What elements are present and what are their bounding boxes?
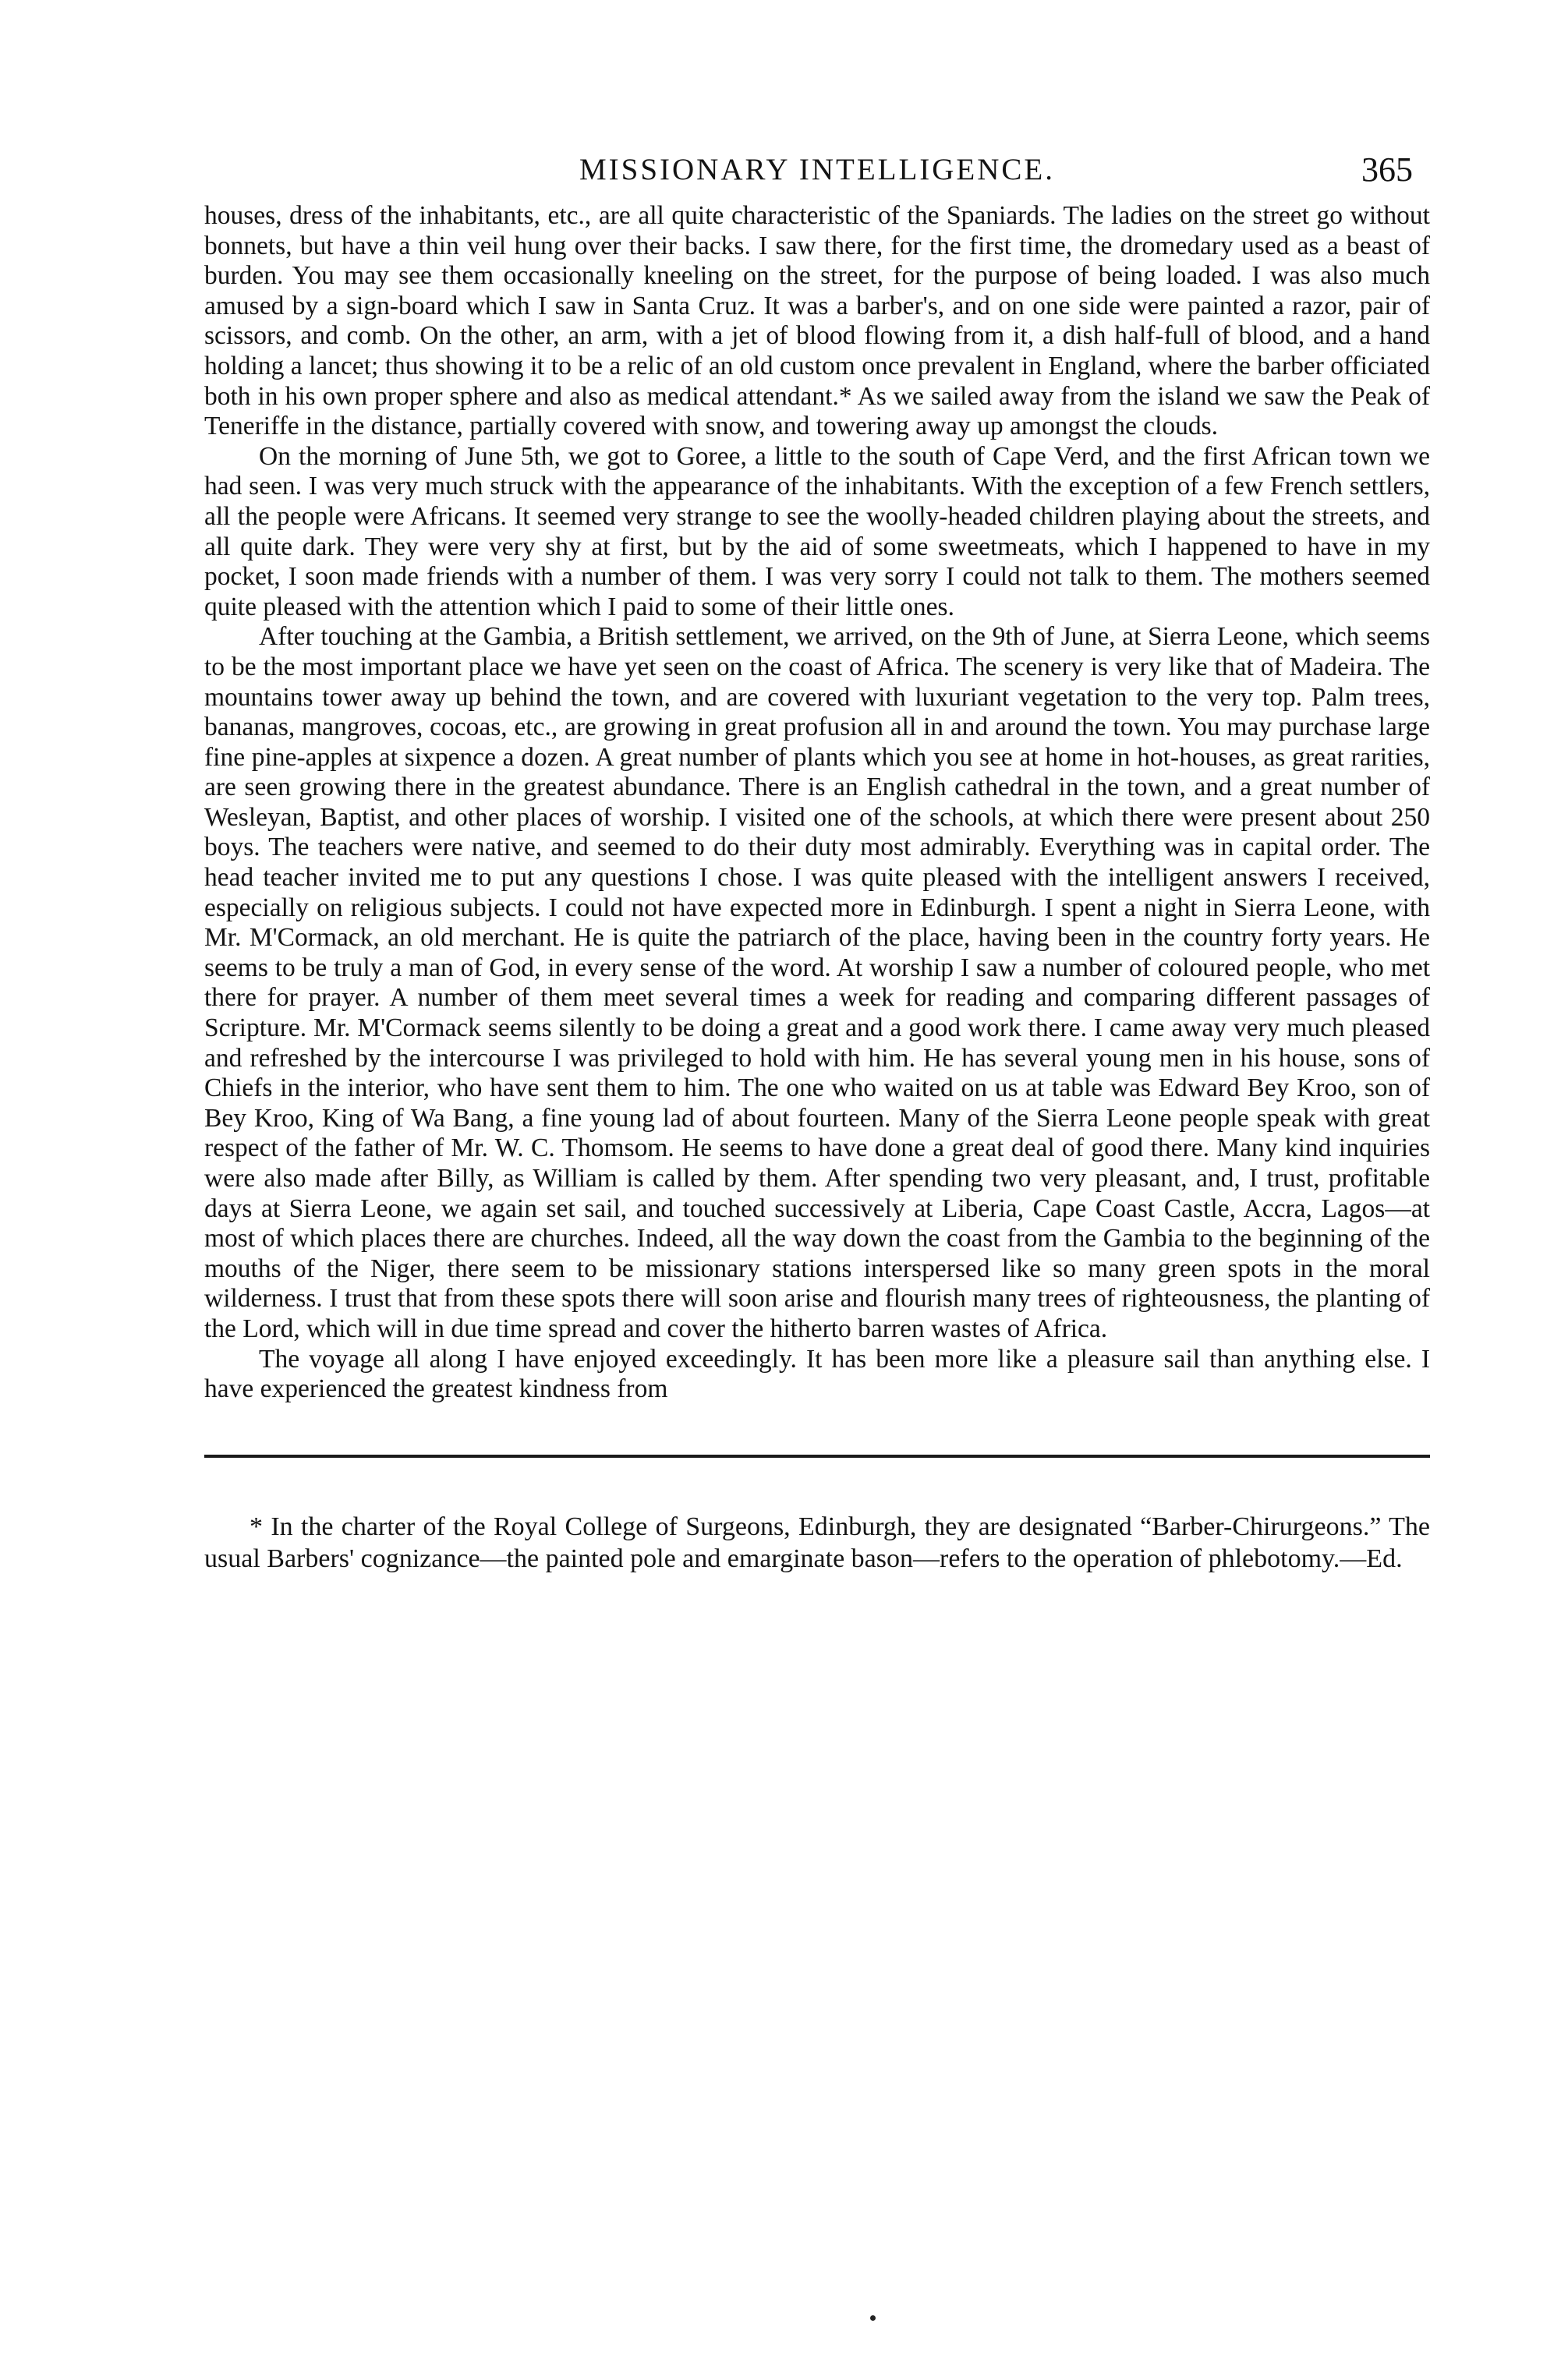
page-header — [204, 147, 1430, 201]
document-page — [204, 147, 1430, 1575]
paragraph: After touching at the Gambia, a British settlement, we arrived, on the 9th of June, at Sierra Leone, which seems to be the most important place we have yet seen on the coast of Africa. The scenery is very like that of Madeira. The mountains tower away up behind the town, and are covered with luxuriant vegetation to the very top. Palm trees, bananas, mangroves, cocoas, etc., are growing in great profusion all in and around the town. You may purchase large fine pine-apples at sixpence a dozen. A great number of plants which you see at home in hot-houses, as great rarities, are seen growing there in the greatest abundance. There is an English cathedral in the town, and a great number of Wesleyan, Baptist, and other places of worship. I visited one of the schools, at which there were present about 250 boys. The teachers were native, and seemed to do their duty most admirably. Everything was in capital order. The head teacher invited me to put any questions I chose. I was quite pleased with the intelligent answers I received, especially on religious subjects. I could not have expected more in Edinburgh. I spent a night in Sierra Leone, with Mr. M'Cormack, an old merchant. He is quite the patriarch of the place, having been in the country forty years. He seems to be truly a man of God, in every sense of the word. At worship I saw a number of coloured people, who met there for prayer. A number of them meet several times a week for reading and comparing different passages of Scripture. Mr. M'Cormack seems silently to be doing a great and a good work there. I came away very much pleased and refreshed by the intercourse I was privileged to hold with him. He has several young men in his house, sons of Chiefs in the interior, who have sent them to him. The one who waited on us at table was Edward Bey Kroo, son of Bey Kroo, King of Wa Bang, a fine young lad of about fourteen. Many of the Sierra Leone people speak with great respect of the father of Mr. W. C. Thomsom. He seems to have done a great deal of good there. Many kind inquiries were also made after Billy, as William is called by them. After spending two very pleasant, and, I trust, profitable days at Sierra Leone, we again set sail, and touched successively at Liberia, Cape Coast Castle, Accra, Lagos—at most of which places there are churches. Indeed, all the way down the coast from the Gambia to the beginning of the mouths of the Niger, there seem to be missionary stations interspersed like so many green spots in the moral wilderness. I trust that from these spots there will soon arise and flourish many trees of righteousness, the planting of the Lord, which will in due time spread and cover the hitherto barren wastes of Africa. — [204, 622, 1430, 1343]
page-number: 365 — [1361, 150, 1413, 189]
footnote: * In the charter of the Royal College of Surgeons, Edinburgh, they are designated “Barber-Chirurgeons.” The usual Barbers' cognizance—the painted pole and emarginate bason—refers to the operation of phlebotomy.—Ed. — [204, 1512, 1430, 1573]
footnote-divider — [204, 1455, 1430, 1458]
printer-mark — [870, 2315, 876, 2321]
paragraph: On the morning of June 5th, we got to Goree, a little to the south of Cape Verd, and the first African town we had seen. I was very much struck with the appearance of the inhabitants. With the exception of a few French settlers, all the people were Africans. It seemed very strange to see the woolly-headed children playing about the streets, and all quite dark. They were very shy at first, but by the aid of some sweetmeats, which I happened to have in my pocket, I soon made friends with a number of them. I was very sorry I could not talk to them. The mothers seemed quite pleased with the attention which I paid to some of their little ones. — [204, 441, 1430, 621]
running-title: MISSIONARY INTELLIGENCE. — [579, 153, 1056, 186]
paragraph: The voyage all along I have enjoyed exceedingly. It has been more like a pleasure sail than anything else. I have experienced the greatest kindness from — [204, 1344, 1430, 1404]
paragraph: houses, dress of the inhabitants, etc., are all quite characteristic of the Spaniards. The ladies on the street go without bonnets, but have a thin veil hung over their backs. I saw there, for the first time, the dromedary used as a beast of burden. You may see them occasionally kneeling on the street, for the purpose of being loaded. I was also much amused by a sign-board which I saw in Santa Cruz. It was a barber's, and on one side were painted a razor, pair of scissors, and comb. On the other, an arm, with a jet of blood flowing from it, a dish half-full of blood, and a hand holding a lancet; thus showing it to be a relic of an old custom once prevalent in England, where the barber officiated both in his own proper sphere and also as medical attendant.* As we sailed away from the island we saw the Peak of Teneriffe in the distance, partially covered with snow, and towering away up amongst the clouds. — [204, 201, 1430, 441]
body-text — [204, 201, 1430, 1405]
